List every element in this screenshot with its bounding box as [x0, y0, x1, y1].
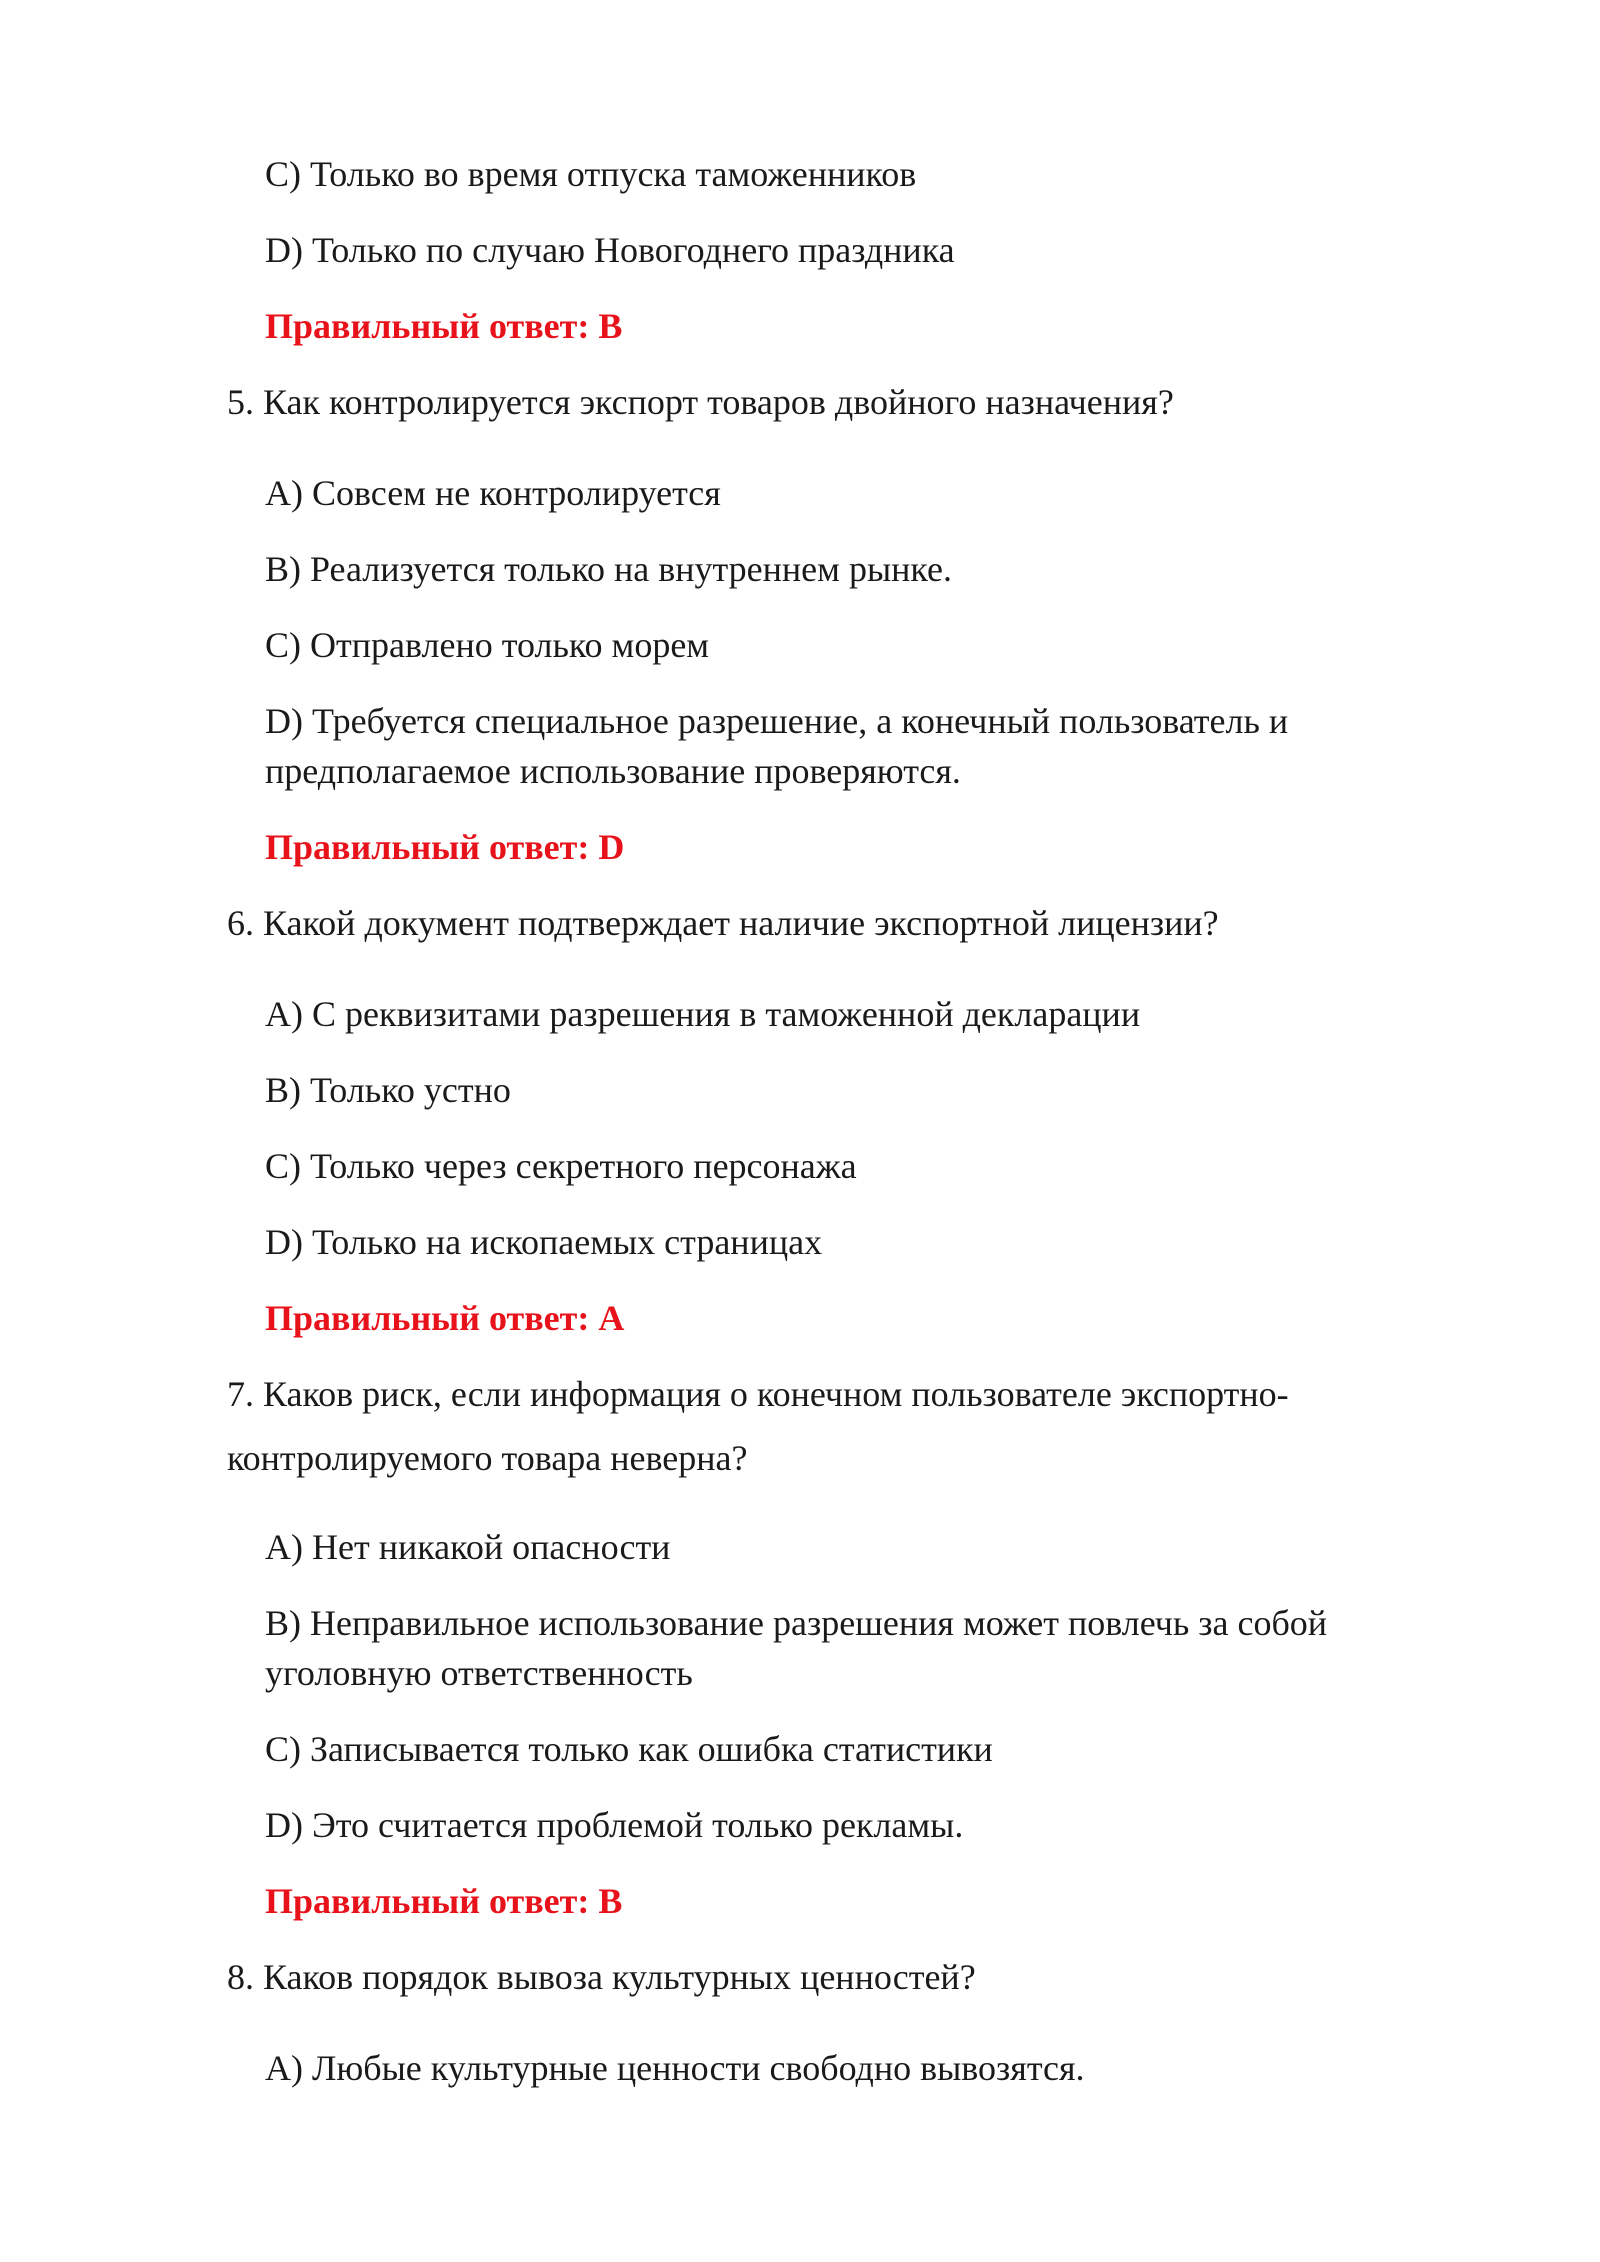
option-d: D) Только по случаю Новогоднего праздника	[265, 230, 955, 270]
option-c: C) Только через секретного персонажа	[265, 1146, 857, 1186]
option-c: C) Записывается только как ошибка статистики	[265, 1729, 993, 1769]
option-c: C) Отправлено только морем	[265, 625, 710, 665]
question-7-continuation: контролируемого товара неверна?	[227, 1438, 748, 1478]
option-d: D) Требуется специальное разрешение, а конечный пользователь и	[265, 701, 1289, 741]
option-c: C) Только во время отпуска таможенников	[265, 154, 917, 194]
option-a: A) Совсем не контролируется	[265, 473, 721, 513]
question-6: 6. Какой документ подтверждает наличие экспортной лицензии?	[227, 903, 1219, 943]
option-a: A) Нет никакой опасности	[265, 1527, 671, 1567]
question-5: 5. Как контролируется экспорт товаров двойного назначения?	[227, 382, 1174, 422]
correct-answer: Правильный ответ: D	[265, 827, 625, 867]
option-d: D) Только на ископаемых страницах	[265, 1222, 823, 1262]
option-b-continuation: уголовную ответственность	[265, 1653, 693, 1693]
option-b: B) Только устно	[265, 1070, 511, 1110]
correct-answer: Правильный ответ: A	[265, 1298, 625, 1338]
correct-answer: Правильный ответ: B	[265, 1881, 623, 1921]
option-b: B) Неправильное использование разрешения может повлечь за собой	[265, 1603, 1328, 1643]
option-d-continuation: предполагаемое использование проверяются.	[265, 751, 961, 791]
option-a: A) С реквизитами разрешения в таможенной декларации	[265, 994, 1141, 1034]
option-d: D) Это считается проблемой только рекламы.	[265, 1805, 964, 1845]
question-8: 8. Каков порядок вывоза культурных ценностей?	[227, 1957, 976, 1997]
question-7: 7. Каков риск, если информация о конечном пользователе экспортно-	[227, 1374, 1289, 1414]
correct-answer: Правильный ответ: B	[265, 306, 623, 346]
option-a: A) Любые культурные ценности свободно вывозятся.	[265, 2048, 1085, 2088]
option-b: B) Реализуется только на внутреннем рынке.	[265, 549, 952, 589]
